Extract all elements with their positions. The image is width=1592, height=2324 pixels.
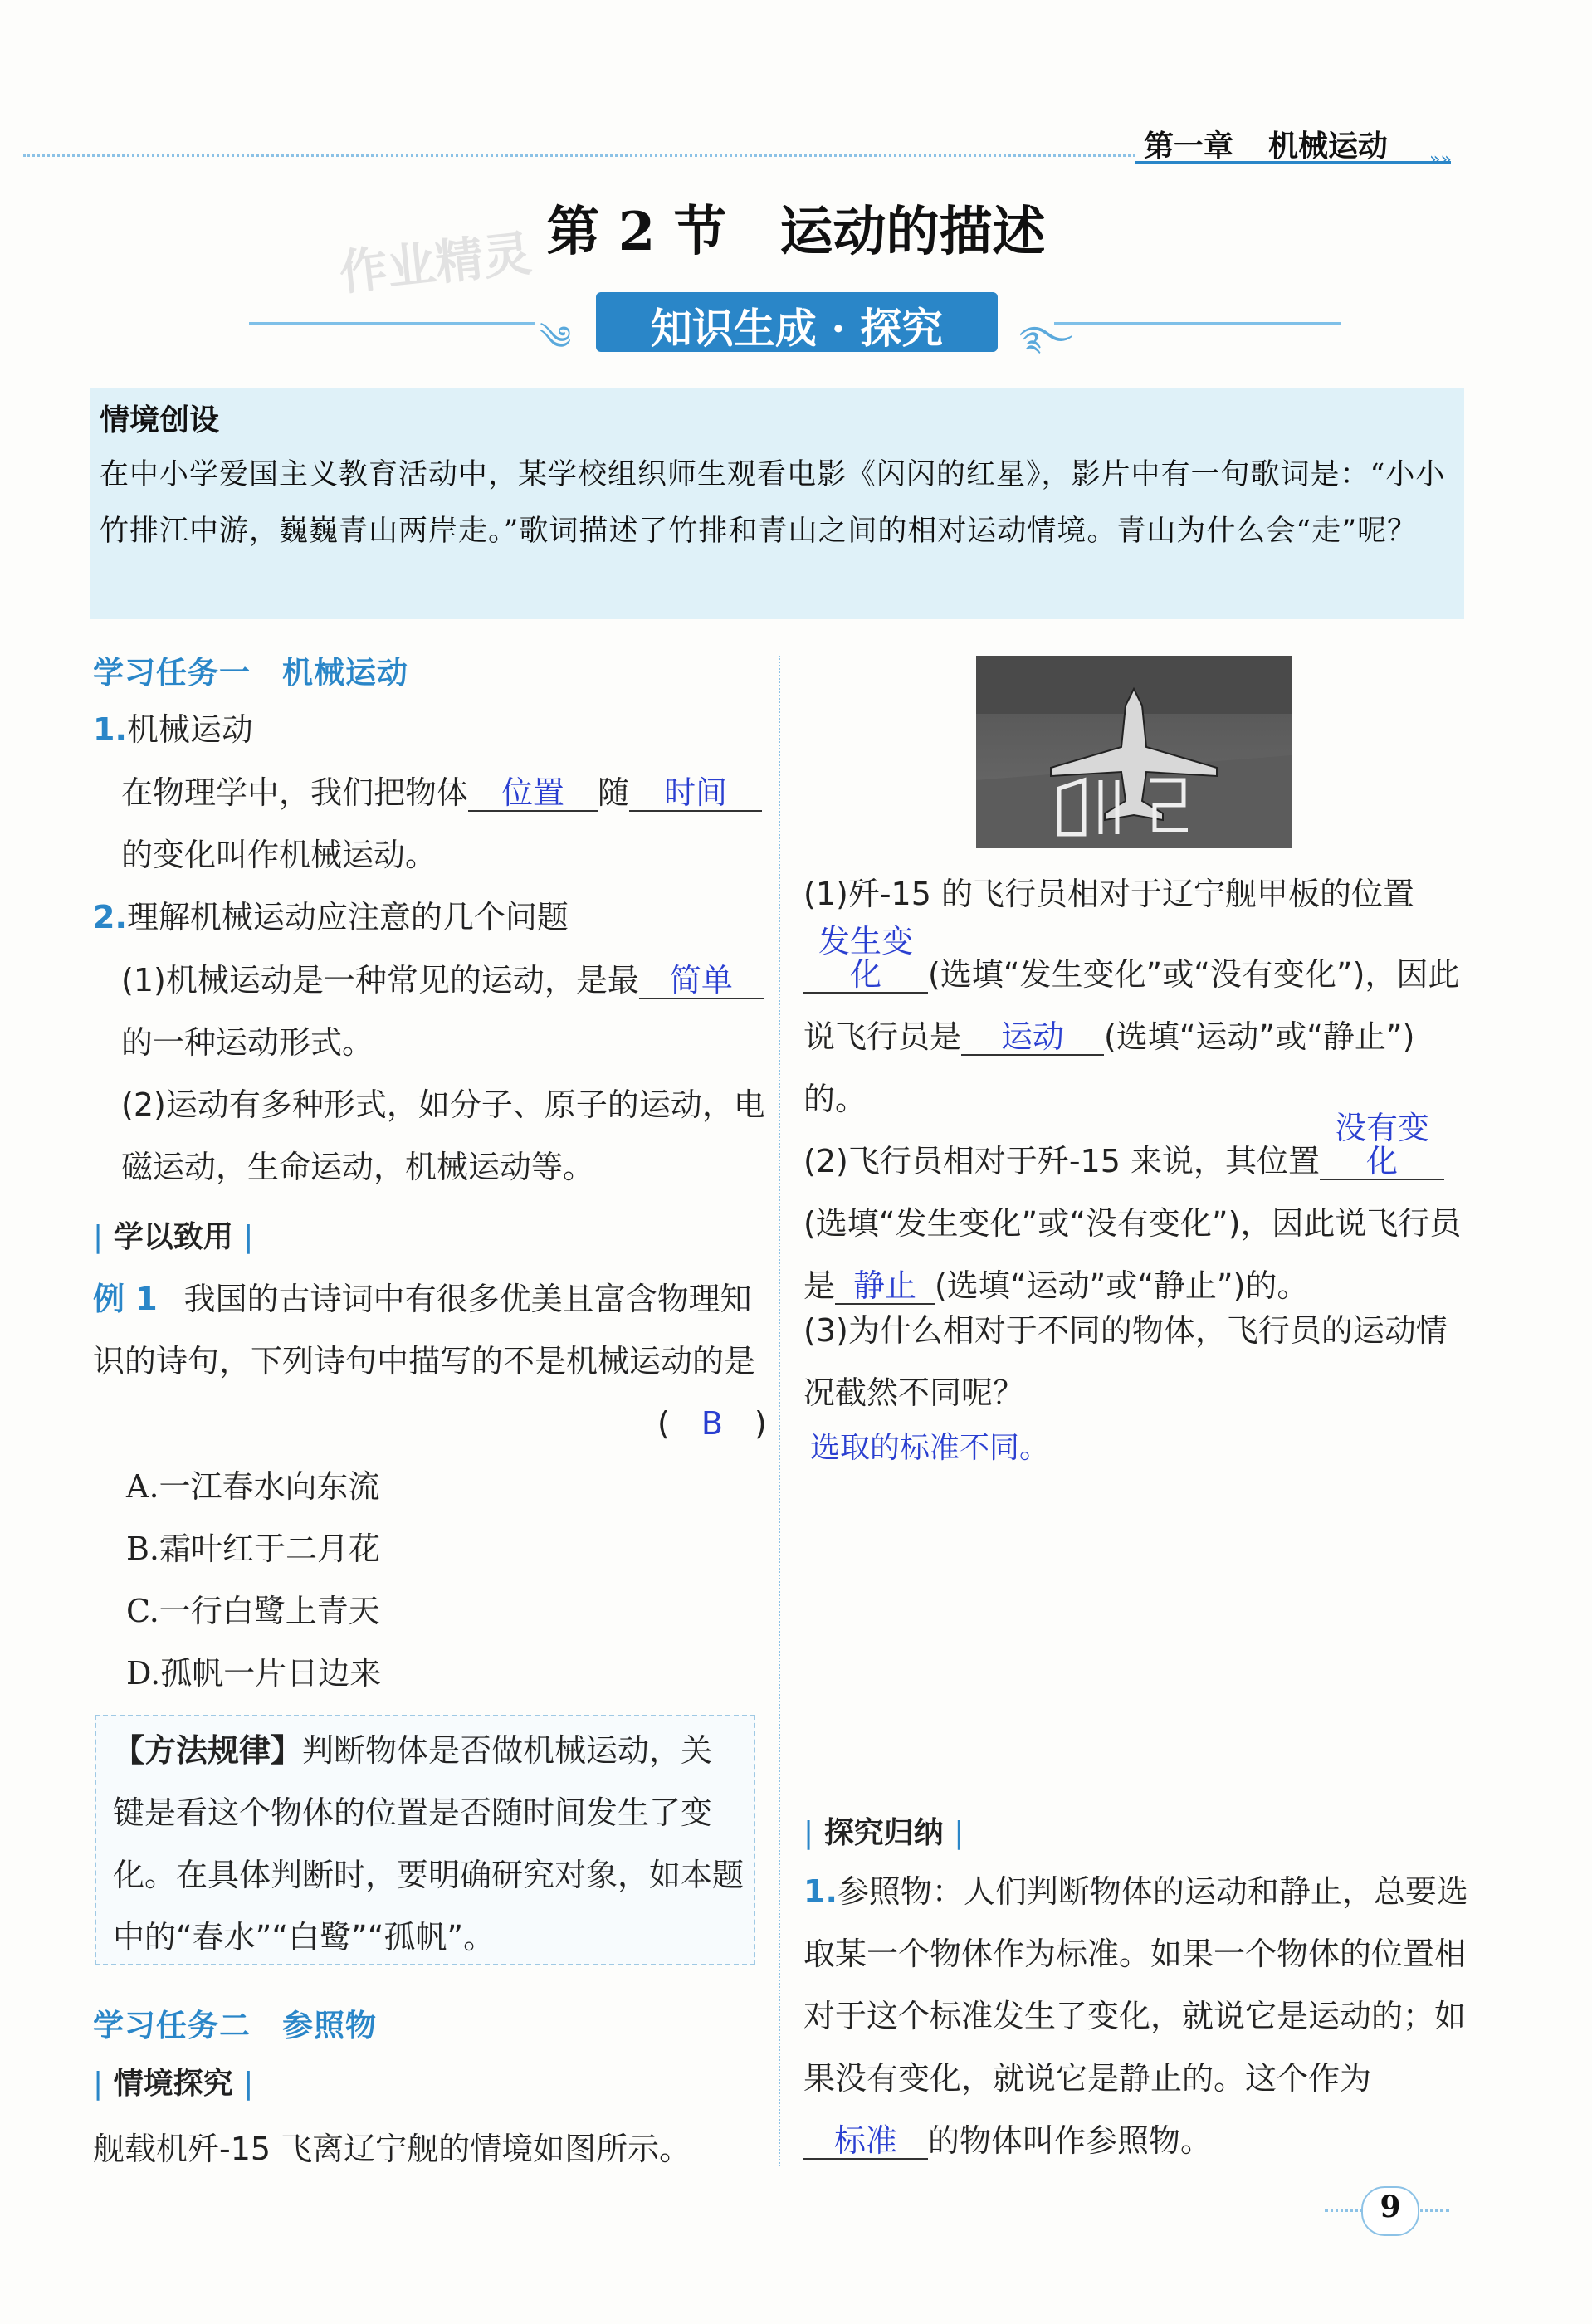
option-b: B.霜叶红于二月花 [126, 1531, 381, 1567]
example-1 [93, 1268, 765, 1393]
summary-pre: 参照物：人们判断物体的运动和静止，总要选取某一个物体作为标准。如果一个物体的位置相对于这个标准发生了变化，就说它是运动的；如果没有变化，就说它是静止的。这个作为 [803, 1873, 1468, 2097]
q1-answer-2: 运动 [1001, 1018, 1065, 1055]
header-chapter [1144, 123, 1388, 165]
q2-answer-1: 没有变化 [1334, 1110, 1429, 1179]
banner-ornament-left-icon: ༄ [540, 320, 572, 358]
q1-pre: (1)歼-15 的飞行员相对于辽宁舰甲板的位置 [803, 876, 1414, 912]
q1-mid: (选填“发生变化”或“没有变化”)，因此说飞行员是 [803, 955, 1460, 1055]
item2-title: 理解机械运动应注意的几个问题 [126, 899, 569, 935]
summary-blank[interactable] [803, 2122, 928, 2160]
question-3-answer: 选取的标准不同。 [810, 1431, 1050, 1465]
question-3: (3)为什么相对于不同的物体，飞行员的运动情况截然不同呢？ [803, 1312, 1448, 1411]
item1-blank-2[interactable] [629, 774, 762, 812]
option-a: A.一江春水向东流 [126, 1468, 380, 1505]
item1-title: 机械运动 [126, 711, 253, 748]
item1-text-post: 的变化叫作机械运动。 [121, 837, 437, 873]
explore-heading: 情境探究 [113, 2067, 233, 2101]
summary-answer: 标准 [833, 2122, 897, 2159]
item1-answer-1: 位置 [501, 774, 565, 811]
item1-text-pre: 在物理学中，我们把物体 [121, 774, 469, 811]
summary-heading-row: | 探究归纳 | [803, 1816, 964, 1850]
apply-heading-row: | 学以致用 | [93, 1220, 254, 1254]
header-underline [1135, 161, 1451, 164]
banner-title: 知识生成 · 探究 [650, 304, 944, 353]
example-text: 我国的古诗词中有很多优美且富含物理知识的诗句，下列诗句中描写的不是机械运动的是 [93, 1281, 756, 1379]
banner-line-left [249, 322, 535, 325]
item2-answer: 简单 [669, 962, 733, 998]
q1-blank-2[interactable] [961, 1018, 1104, 1056]
method-text-block [113, 1720, 744, 1969]
banner-line-right [1054, 322, 1341, 325]
example-answer-bracket: ( B ) [657, 1405, 767, 1442]
item1-title-row [93, 699, 253, 761]
q1-blank-1[interactable] [803, 925, 928, 994]
item2-p1-post: 的一种运动形式。 [121, 1024, 374, 1061]
chapter-number: 第一章 [1144, 129, 1234, 164]
jet-illustration [976, 656, 1292, 848]
item1-text-mid: 随 [598, 774, 630, 811]
item2-blank[interactable] [639, 964, 764, 999]
banner-ornament-right-icon: ࿐ [1019, 320, 1073, 358]
chapter-title: 机械运动 [1268, 129, 1389, 164]
item2-point2: (2)运动有多种形式，如分子、原子的运动，电磁运动，生命运动，机械运动等。 [121, 1086, 765, 1185]
q1-post: (选填“运动”或“静止”)的。 [803, 1018, 1415, 1117]
question-2 [803, 1112, 1472, 1317]
q2-pre: (2)飞行员相对于歼-15 来说，其位置 [803, 1142, 1320, 1179]
example-answer: B [701, 1405, 723, 1442]
scenario-heading: 情境创设 [100, 403, 220, 437]
header-arrows-icon: »» [1429, 149, 1452, 170]
q2-mid: (选填“发生变化”或“没有变化”)，因此说飞行员是 [803, 1204, 1462, 1304]
item2-number: 2. [93, 899, 127, 935]
apply-heading: 学以致用 [113, 1220, 233, 1254]
q2-answer-2: 静止 [853, 1267, 917, 1304]
column-divider [779, 656, 780, 2166]
jet-photo [976, 656, 1292, 848]
item1-answer-2: 时间 [664, 774, 728, 811]
summary-post: 的物体叫作参照物。 [928, 2122, 1213, 2159]
explore-heading-row: | 情境探究 | [93, 2067, 254, 2101]
summary-heading: 探究归纳 [823, 1816, 944, 1850]
example-label: 例 1 [93, 1281, 158, 1317]
page-number: 9 [1380, 2190, 1401, 2224]
page-title: 第 2 节 运动的描述 [546, 201, 1046, 263]
item1-body [121, 762, 765, 886]
q2-post: (选填“运动”或“静止”)的。 [935, 1267, 1309, 1304]
task2-heading: 学习任务二 参照物 [93, 2008, 377, 2043]
option-c: C.一行白鹭上青天 [126, 1593, 380, 1629]
method-text: 判断物体是否做机械运动，关键是看这个物体的位置是否随时间发生了变化。在具体判断时，要明确研究对象，如本题中的“春水”“白鹭”“孤帆”。 [113, 1732, 745, 1955]
explore-text: 舰载机歼-15 飞离辽宁舰的情境如图所示。 [93, 2131, 691, 2167]
watermark: 作业精灵 [336, 225, 535, 301]
item2-point1 [121, 950, 765, 1074]
summary-number: 1. [803, 1873, 838, 1910]
summary-1 [803, 1861, 1472, 2172]
item1-number: 1. [93, 711, 127, 748]
item1-blank-1[interactable] [468, 774, 598, 812]
scenario-text: 在中小学爱国主义教育活动中，某学校组织师生观看电影《闪闪的红星》，影片中有一句歌词是：“小小竹排江中游，巍巍青山两岸走。”歌词描述了竹排和青山之间的相对运动情境。青山为什么会“走”呢？ [100, 458, 1446, 548]
q2-blank-1[interactable] [1320, 1112, 1444, 1180]
option-d: D.孤帆一片日边来 [126, 1655, 382, 1692]
item2-title-row [93, 886, 569, 949]
task1-heading: 学习任务一 机械运动 [93, 655, 408, 691]
method-label: 【方法规律】 [113, 1732, 303, 1769]
q1-answer-1: 发生变化 [818, 923, 913, 993]
header-dots [23, 154, 1135, 157]
item2-p1-pre: (1)机械运动是一种常见的运动，是最 [121, 962, 639, 998]
question-1 [803, 863, 1472, 1130]
